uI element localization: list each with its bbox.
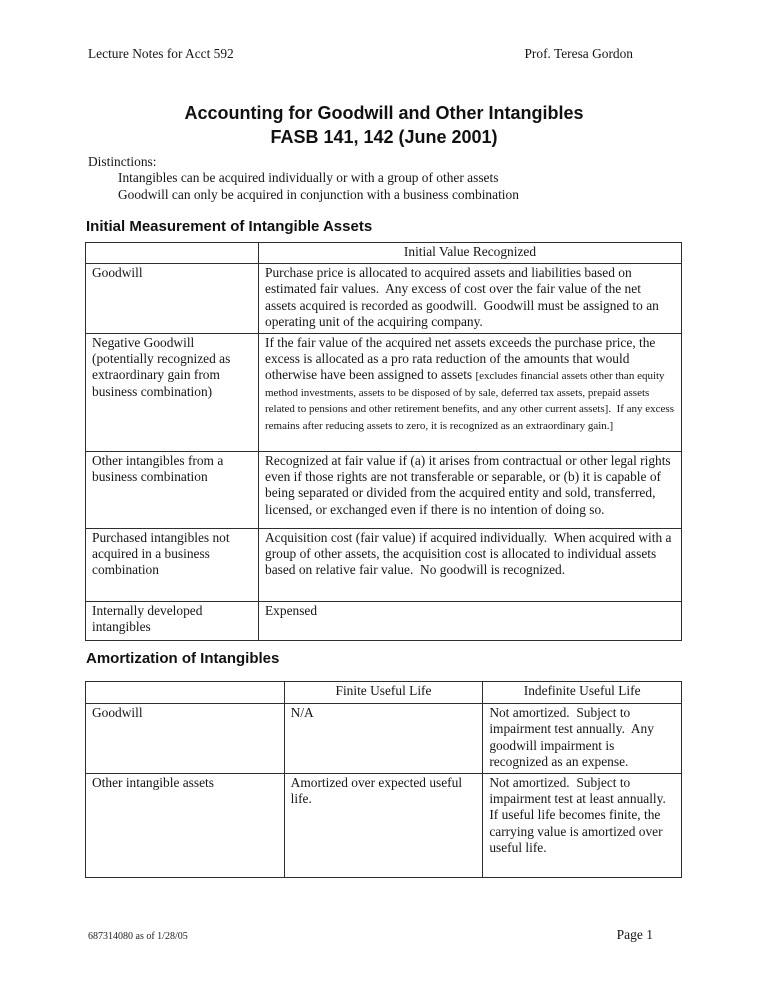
row-value-footnote: [excludes financial assets other than equity method investments, assets to be disposed of by sale, deferred tax assets, prepaid assets related to pensions and other retirement benefits, and any other current assets]. If any excess remains after reducing assets to zero, it is recognized as an extraordinary gain.] — [265, 370, 677, 432]
table-row — [86, 451, 682, 528]
row-label: Goodwill — [86, 704, 285, 774]
page-header — [88, 46, 633, 62]
row-value: Purchase price is allocated to acquired assets and liabilities based on estimated fair values. Any excess of cost over the fair value of the net assets acquired is recorded as goodwill. Goodwill must be assigned to an operating unit of the acquiring company. — [259, 264, 682, 334]
row-finite-value: Amortized over expected useful life. — [284, 773, 483, 877]
table-row — [86, 528, 682, 601]
row-indefinite-value: Not amortized. Subject to impairment test annually. Any goodwill impairment is recognized as an expense. — [483, 704, 682, 774]
row-value: Expensed — [259, 601, 682, 640]
row-value: Acquisition cost (fair value) if acquired individually. When acquired with a group of other assets, the acquisition cost is allocated to individual assets based on relative fair value. No goodwill is recognized. — [259, 528, 682, 601]
row-value — [259, 333, 682, 451]
title-line-1: Accounting for Goodwill and Other Intangibles — [184, 103, 584, 123]
table-row — [86, 773, 682, 877]
row-finite-value: N/A — [284, 704, 483, 774]
table-row — [86, 601, 682, 640]
table-row — [86, 333, 682, 451]
table-header-row — [86, 682, 682, 704]
empty-header-cell — [86, 243, 259, 264]
row-label: Negative Goodwill (potentially recognized as extraordinary gain from business combination) — [86, 333, 259, 451]
table-row — [86, 704, 682, 774]
initial-measurement-table — [85, 242, 682, 641]
title-line-2: FASB 141, 142 (June 2001) — [270, 127, 498, 147]
distinctions-label: Distinctions: — [88, 154, 157, 169]
distinction-item: Goodwill can only be acquired in conjunction with a business combination — [118, 186, 519, 202]
row-label: Other intangibles from a business combination — [86, 451, 259, 528]
footer-document-id: 687314080 as of 1/28/05 — [88, 931, 188, 942]
header-course-label: Lecture Notes for Acct 592 — [88, 46, 234, 61]
distinction-item: Intangibles can be acquired individually or with a group of other assets — [118, 170, 499, 186]
distinctions-block — [88, 154, 519, 203]
column-header-initial-value: Initial Value Recognized — [259, 243, 682, 264]
row-label: Goodwill — [86, 264, 259, 334]
amortization-table — [85, 681, 682, 878]
footer-page-number: Page 1 — [616, 927, 653, 942]
column-header-indefinite: Indefinite Useful Life — [483, 682, 682, 704]
section-heading-initial-measurement: Initial Measurement of Intangible Assets — [86, 218, 373, 235]
table-header-row — [86, 243, 682, 264]
row-value-main: If the fair value of the acquired net assets exceeds the purchase price, the excess is allocated as a pro rata reduction of the amounts that would otherwise have been assigned to assets — [265, 334, 659, 383]
row-label: Other intangible assets — [86, 773, 285, 877]
header-professor-label: Prof. Teresa Gordon — [524, 46, 633, 61]
section-heading-amortization: Amortization of Intangibles — [86, 650, 280, 667]
row-label: Purchased intangibles not acquired in a business combination — [86, 528, 259, 601]
row-indefinite-value: Not amortized. Subject to impairment test at least annually. If useful life becomes finite, the carrying value is amortized over useful life. — [483, 773, 682, 877]
table-row — [86, 264, 682, 334]
empty-header-cell — [86, 682, 285, 704]
document-title — [0, 101, 768, 149]
row-value: Recognized at fair value if (a) it arises from contractual or other legal rights even if those rights are not transferable or separable, or (b) it is capable of being separated or divided from the acquired entity and sold, transferred, licensed, or exchanged even if there is no intention of doing so. — [259, 451, 682, 528]
column-header-finite: Finite Useful Life — [284, 682, 483, 704]
row-label: Internally developed intangibles — [86, 601, 259, 640]
